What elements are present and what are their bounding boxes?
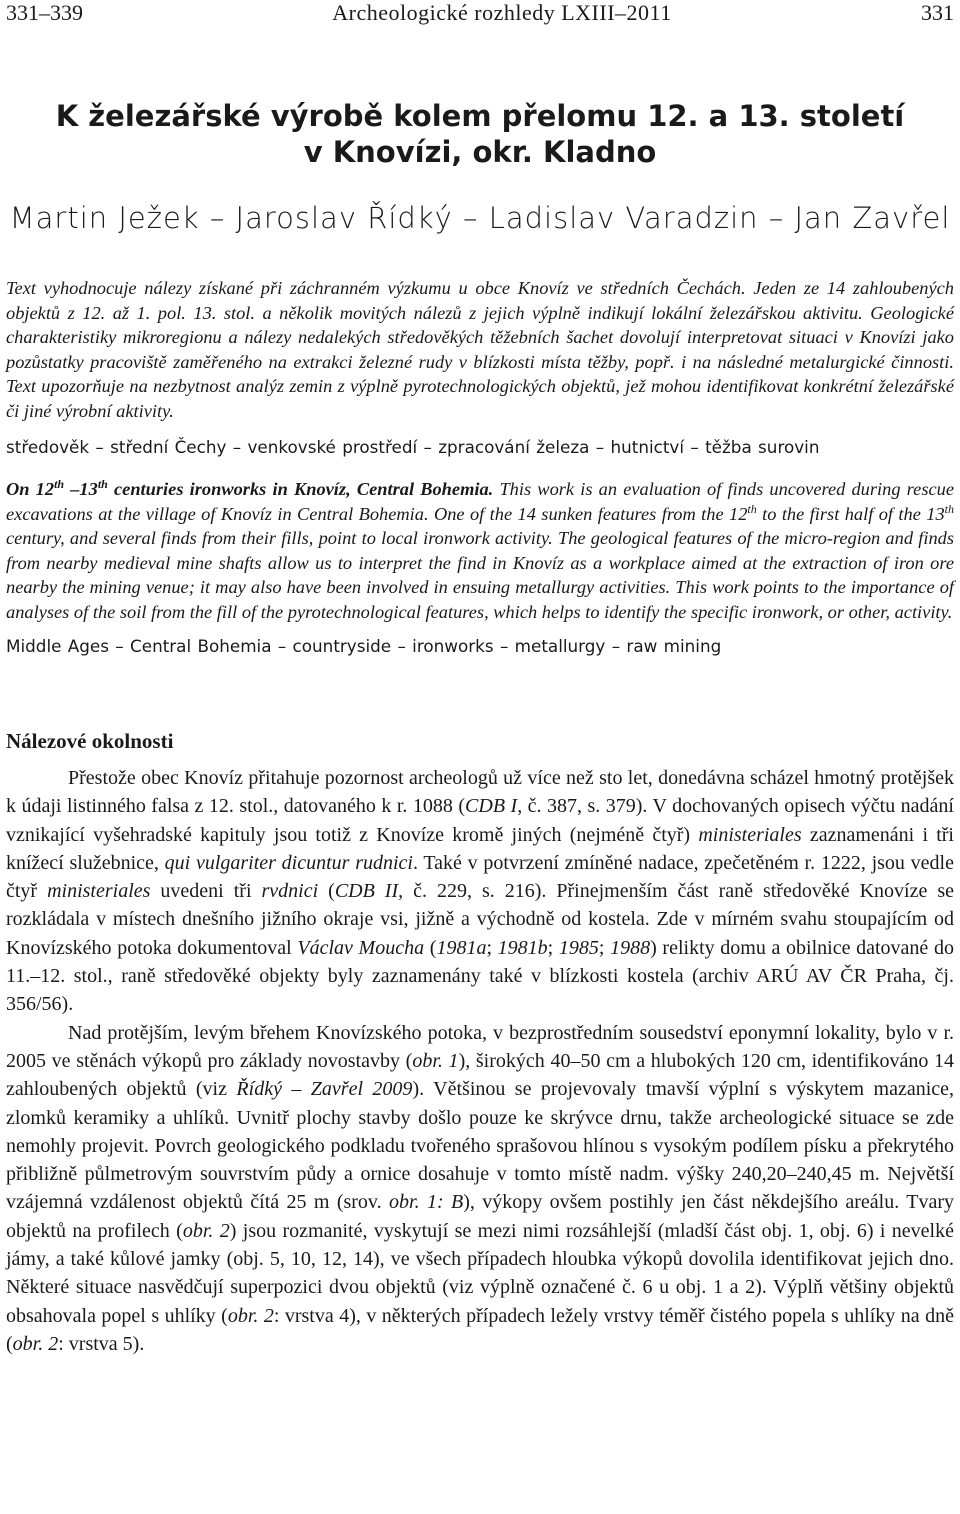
abstract-english: On 12th –13th centuries ironworks in Knovíz, Central Bohemia. This work is an evaluation of finds uncovered during rescue excavations at the village of Knovíz in Central Bohemia. One of the 14 sunken features from the 12th to the first half of the 13th century, and several finds from their fills, point to local ironwork activity. The geological features of the micro-region and finds from nearby medieval mine shafts allow us to interpret the find in Knovíz as a workplace aimed at the extraction of iron ore nearby the mining venue; it may also have been involved in ensuing metallurgy activities. This work points to the importance of analyses of the soil from the fill of the pyrotechnological features, which helps to identify the specific ironwork, or other, activity. — [6, 476, 954, 622]
title-line-2: v Knovízi, okr. Kladno — [303, 135, 657, 169]
abstract-english-title: On 12th –13th centuries ironworks in Knovíz, Central Bohemia. — [6, 476, 494, 499]
page-range: 331–339 — [6, 0, 83, 25]
article-title — [6, 98, 954, 170]
section-heading: Nálezové okolnosti — [6, 729, 174, 753]
running-head — [6, 0, 954, 26]
title-line-1: K železářské výrobě kolem přelomu 12. a 13. století — [55, 99, 905, 133]
paragraph-2: Nad protějším, levým břehem Knovízského potoka, v bezprostředním sousedství eponymní lokality, bylo v r. 2005 ve stěnách výkopů pro základy novostavby (obr. 1), širokých 40–50 cm a hlubokých 120 cm, identifikováno 14 zahloubených objektů (viz Řídký – Zavřel 2009). Většinou se projevovaly tmavší výplní s výskytem mazanice, zlomků keramiky a uhlíků. Uvnitř plochy stavby došlo pouze ke skrývce drnu, takže archeologické situace se zde nemohly projevit. Povrch geologického podkladu tvořeného sprašovou hlínou s vysokým podílem písku a překrytého přibližně půlmetrovým souvrstvím půdy a ornice dosahuje v tomto místě nadm. výšky 240,20–240,45 m. Největší vzájemná vzdálenost objektů čítá 25 m (srov. obr. 1: B), výkopy ovšem postihly jen část někdejšího areálu. Tvary objektů na profilech (obr. 2) jsou rozmanité, vyskytují se mezi nimi rozsáhlejší (mladší část obj. 1, obj. 6) i nevelké jámy, a také kůlové jamky (obj. 5, 10, 12, 14), ve všech případech hloubka výkopů dovolila identifikovat jejich dno. Některé situace nasvědčují superpozici dvou objektů (viz výplně označené č. 6 u obj. 1 a 2). Výplň většiny objektů obsahovala popel s uhlíky (obr. 2: vrstva 4), v některých případech ležely vrstvy téměř čistého popela s uhlíky na dně (obr. 2: vrstva 5). — [6, 1021, 955, 1355]
authors: Martin Ježek – Jaroslav Řídký – Ladislav Varadzin – Jan Zavřel — [9, 201, 951, 235]
abstract-czech: Text vyhodnocuje nálezy získané při záchranném výzkumu u obce Knovíz ve středních Čechách. Jeden ze 14 zahloubených objektů z 12. až 1. pol. 13. stol. a několik movitých nálezů z jejich výplně indikují lokální železářskou aktivitu. Geologické charakteristiky mikroregionu a nálezy nedalekých středověkých těžebních šachet dovolují interpretovat situaci v Knovízi jako pozůstatky pracoviště zaměřeného na extrakci železné rudy v blízkosti místa těžby, popř. i na následné metalurgické činnosti. Text upozorňuje na nezbytnost analýz zemin z výplně pyrotechnologických objektů, jež mohou identifikovat konkrétní železářské či jiné výrobní aktivity. — [6, 278, 954, 421]
journal-name: Archeologické rozhledy LXIII–2011 — [332, 0, 672, 25]
paragraph-1: Přestože obec Knovíz přitahuje pozornost archeologů už více než sto let, donedávna scházel hmotný protějšek k údaji listinného falsa z 12. stol., datovaného k r. 1088 (CDB I, č. 387, s. 379). V dochovaných opisech výčtu nadání vznikající vyšehradské kapituly jsou totiž z Knovíze kromě jiných (nejméně čtyř) ministeriales zaznamenáni i tři knížecí služebnice, qui vulgariter dicuntur rudnici. Také v potvrzení zmíněné nadace, zpečetěném r. 1222, jsou vedle čtyř ministeriales uvedeni tři rvdnici (CDB II, č. 229, s. 216). Přinejmenším část raně středověké Knovíze se rozkládala v místech dnešního jižního okraje vsi, jižně a východně od kostela. Zde v mírném svahu stoupajícím od Knovízského potoka dokumentoval Václav Moucha (1981a; 1981b; 1985; 1988) relikty domu a obilnice datované do 11.–12. stol., raně středověké objekty byly zaznamenány také v blízkosti kostela (archiv ARÚ AV ČR Praha, čj. 356/56). — [6, 767, 954, 1016]
keywords-english: Middle Ages – Central Bohemia – countryside – ironworks – metallurgy – raw mining — [6, 636, 722, 656]
keywords-czech: středověk – střední Čechy – venkovské prostředí – zpracování železa – hutnictví – těžba surovin — [6, 437, 820, 457]
body-text — [6, 764, 954, 1358]
page-number: 331 — [920, 0, 954, 25]
